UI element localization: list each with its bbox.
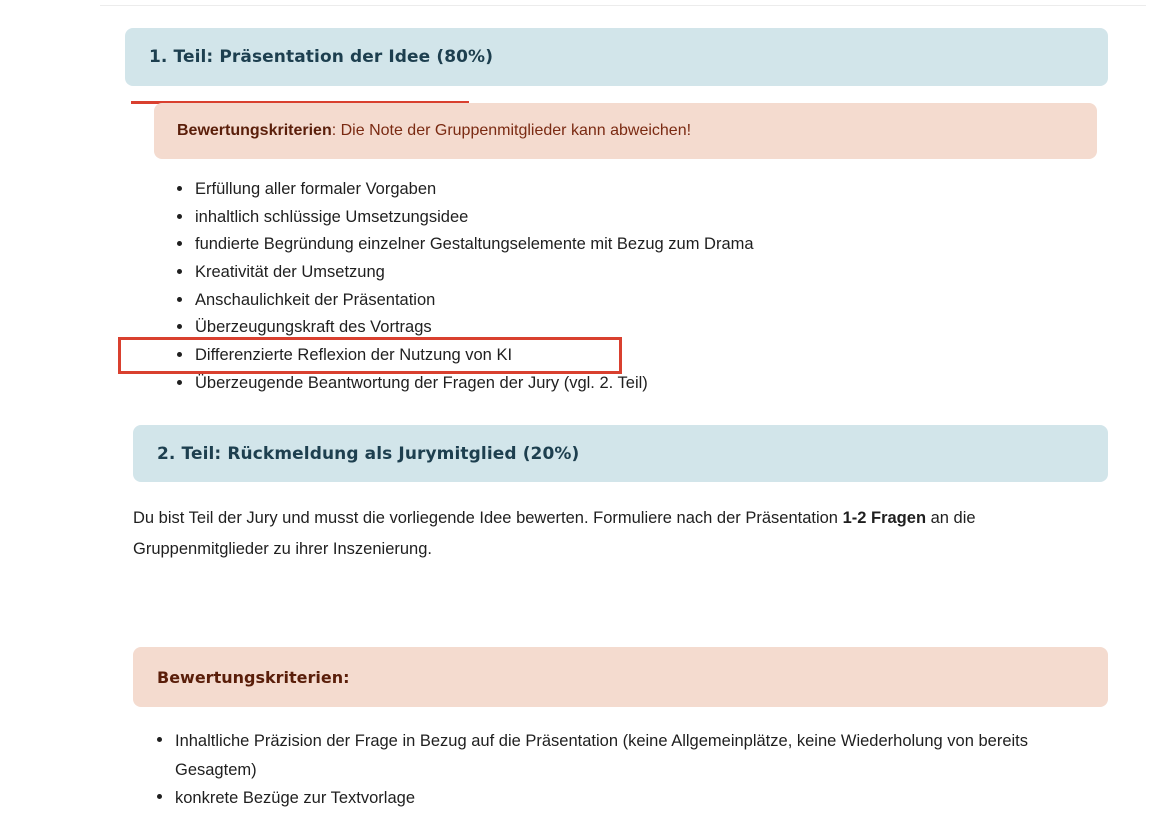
section2-paragraph [133, 503, 1108, 565]
section2-title: 2. Teil: Rückmeldung als Jurymitglied (20%) [157, 443, 580, 464]
section1-criteria-text: : Die Note der Gruppenmitglieder kann abweichen! [331, 122, 692, 139]
list-item: konkrete Bezüge zur Textvorlage [157, 784, 1097, 813]
list-item: Überzeugungskraft des Vortrags [177, 314, 754, 342]
list-item: Inhaltliche Präzision der Frage in Bezug auf die Präsentation (keine Allgemeinplätze, keine Wiederholung von bereits Gesagtem) [157, 727, 1097, 784]
list-item: Erfüllung aller formaler Vorgaben [177, 176, 754, 204]
list-item: fundierte Begründung einzelner Gestaltungselemente mit Bezug zum Drama [177, 231, 754, 259]
list-item: Kreativität der Umsetzung [177, 259, 754, 287]
paragraph-bold: 1-2 Fragen [842, 509, 927, 527]
paragraph-text-end: an die Gruppenmitglieder zu ihrer Inszenierung. [133, 509, 976, 558]
section2-criteria-list [157, 727, 1097, 813]
list-item: Anschaulichkeit der Präsentation [177, 287, 754, 315]
list-item: Überzeugende Beantwortung der Fragen der Jury (vgl. 2. Teil) [177, 370, 754, 398]
paragraph-text-start: Du bist Teil der Jury und musst die vorliegende Idee bewerten. Formuliere nach der Präsentation [133, 509, 843, 527]
section1-header [125, 28, 1108, 86]
annotation-highlight-box [118, 337, 622, 374]
list-item: Differenzierte Reflexion der Nutzung von KI [177, 342, 754, 370]
section1-title: 1. Teil: Präsentation der Idee (80%) [149, 47, 494, 67]
section1-criteria-title: Bewertungskriterien [177, 122, 332, 139]
section2-header [133, 425, 1108, 482]
list-item: inhaltlich schlüssige Umsetzungsidee [177, 204, 754, 232]
top-divider [100, 5, 1146, 6]
section2-criteria-box [133, 647, 1108, 707]
section2-criteria-title: Bewertungskriterien: [157, 667, 350, 687]
section1-criteria-box [154, 103, 1097, 159]
